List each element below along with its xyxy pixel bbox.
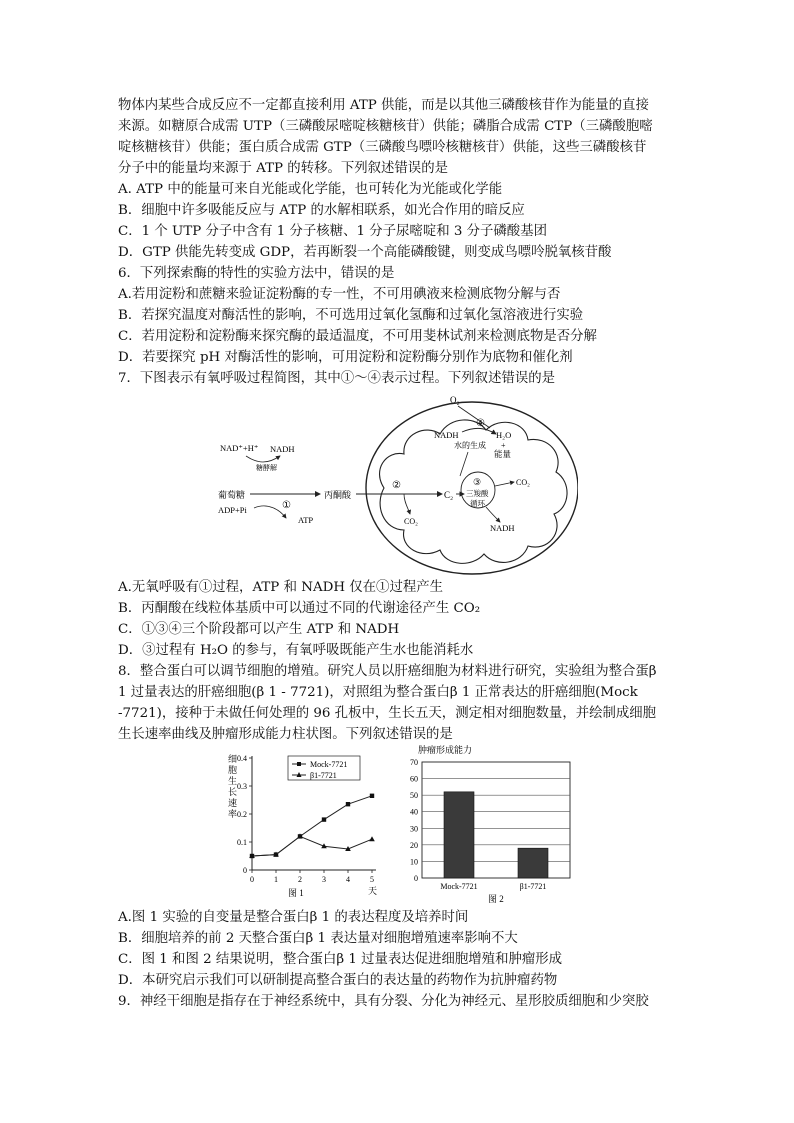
nadh-bottom-arrow	[486, 507, 500, 522]
question-6-option-d: D．若要探究 pH 对酶活性的影响，可用淀粉和淀粉酶分别作为底物和催化剂	[118, 350, 573, 365]
figure-2-y-tick-label: 40	[410, 807, 418, 817]
co2-b-arrow	[495, 482, 514, 486]
step-3-label: ③	[473, 477, 482, 487]
question-7-option-d: D．③过程有 H₂O 的参与，有氧呼吸既能产生水也能消耗水	[118, 643, 474, 658]
figure-1-ylabel-char: 率	[228, 809, 238, 819]
figure-1-series	[249, 794, 375, 859]
figure-2-ticks	[410, 758, 418, 883]
question-7-option-c: C．①③④三个阶段都可以产生 ATP 和 NADH	[118, 622, 400, 637]
figure-2-svg	[400, 744, 576, 906]
figure-2-y-tick-label: 50	[410, 791, 418, 801]
figure-1-x-tick-label: 4	[346, 875, 350, 884]
nad-reduction-arrow	[246, 456, 280, 462]
figure-1-legend	[288, 756, 360, 780]
tca-label-2: 循环	[470, 499, 485, 508]
co2-a-arrow	[404, 494, 410, 514]
o2-arrow	[458, 406, 490, 428]
nadh-left-label: NADH	[270, 444, 295, 454]
figure-1-point-square	[322, 817, 326, 821]
figure-1-legend-marker	[297, 762, 301, 766]
plus-label: +	[501, 441, 506, 450]
respiration-diagram-svg	[214, 390, 578, 575]
question-5-stem-line: 来源。如糖原合成需 UTP（三磷酸尿嘧啶核糖核苷）供能；磷脂合成需 CTP（三磷酸胞嘧	[118, 119, 653, 134]
figure-1-y-tick-label: 0.2	[237, 810, 247, 819]
figure-1-point-triangle	[369, 836, 375, 841]
figure-1-ylabel-char: 速	[228, 798, 238, 808]
question-8-option-b: B．细胞培养的前 2 天整合蛋白β 1 表达量对细胞增殖速率影响不大	[118, 931, 518, 946]
figure-1-series-line	[252, 836, 372, 856]
aerobic-respiration-diagram	[214, 390, 578, 575]
question-8-option-a: A.图 1 实验的自变量是整合蛋白β 1 的表达程度及培养时间	[118, 910, 469, 925]
question-6-option-b: B．若探究温度对酶活性的影响，不可选用过氧化氢酶和过氧化氢溶液进行实验	[118, 308, 584, 323]
figure-1-y-tick-label: 0.3	[237, 782, 247, 791]
figure-2-y-tick-label: 0	[414, 874, 418, 883]
c2-label: C₂	[444, 490, 454, 500]
energy-label: 能量	[494, 449, 512, 459]
step-4-arrow	[462, 428, 496, 434]
question-5-stem-line: 分子中的能量均来源于 ATP 的转移。下列叙述错误的是	[118, 161, 448, 176]
water-generation-label: 水的生成	[454, 441, 486, 450]
question-7-option-a: A.无氧呼吸有①过程，ATP 和 NADH 仅在①过程产生	[118, 580, 444, 595]
question-6-option-c: C．若用淀粉和淀粉酶来探究酶的最适温度，不可用斐林试剂来检测底物是否分解	[118, 329, 597, 344]
question-8-stem-line: -7721)，接种于未做任何处理的 96 孔板中，生长五天，测定相对细胞数量，并绘制成细胞	[118, 706, 657, 721]
figure-1-ylabel-char: 胞	[228, 765, 238, 775]
figure-1-x-tick-label: 2	[298, 875, 302, 884]
question-8-stem-line: 8．整合蛋白可以调节细胞的增殖。研究人员以肝癌细胞为材料进行研究，实验组为整合蛋β	[118, 664, 657, 679]
tca-label-1: 三羧酸	[466, 489, 489, 498]
nadh-top-label: NADH	[434, 430, 459, 440]
figure-2-caption: 图 2	[488, 894, 504, 904]
question-8-option-c: C．图 1 和图 2 结果说明，整合蛋白β 1 过量表达促进细胞增殖和肿瘤形成	[118, 952, 563, 967]
figure-1-ylabel-char: 生	[228, 776, 238, 786]
figure-1-line-chart	[222, 748, 386, 904]
figure-2-category-label: β1-7721	[519, 882, 547, 891]
figure-1-x-tick-label: 1	[274, 875, 278, 884]
figure-2-bar	[518, 848, 548, 878]
question-5-option-a: A. ATP 中的能量可来自光能或化学能，也可转化为光能或化学能	[118, 182, 503, 197]
figure-2-y-tick-label: 10	[410, 857, 418, 867]
nad-h-label: NAD⁺+H⁺	[220, 443, 259, 453]
step-2-label: ②	[392, 480, 401, 491]
figure-1-y-tick-label: 0.1	[237, 838, 247, 847]
pyruvate-label: 丙酮酸	[324, 490, 352, 500]
nadh-bottom-label: NADH	[490, 523, 515, 533]
figure-2-y-tick-label: 30	[410, 824, 418, 834]
figure-1-ylabel-char: 细	[228, 754, 238, 764]
question-5-stem-line: 啶核糖核苷）供能；蛋白质合成需 GTP（三磷酸鸟嘌呤核糖核苷）供能，这些三磷酸核苷	[118, 140, 647, 155]
figure-2-bar-chart	[400, 744, 576, 906]
figure-2-y-tick-label: 70	[410, 758, 418, 767]
question-5-option-b: B．细胞中许多吸能反应与 ATP 的水解相联系，如光合作用的暗反应	[118, 203, 525, 218]
adp-pi-label: ADP+Pi	[218, 505, 247, 515]
question-7-stem: 7．下图表示有氧呼吸过程简图，其中①～④表示过程。下列叙述错误的是	[118, 371, 556, 386]
figure-1-x-tick-label: 5	[370, 875, 374, 884]
question-8-stem-line: 生长速率曲线及肿瘤形成能力柱状图。下列叙述错误的是	[118, 727, 453, 742]
o2-label: O₂	[450, 395, 460, 405]
figure-1-svg	[222, 748, 386, 904]
figure-2-y-tick-label: 20	[410, 840, 418, 850]
question-9-stem: 9．神经干细胞是指存在于神经系统中，具有分裂、分化为神经元、星形胶质细胞和少突胶	[118, 994, 649, 1009]
figure-2-category-label: Mock-7721	[440, 882, 478, 891]
question-7-option-b: B．丙酮酸在线粒体基质中可以通过不同的代谢途径产生 CO₂	[118, 601, 481, 616]
co2-a-label: CO₂	[404, 517, 418, 526]
figure-2-bars	[444, 792, 548, 878]
step-4-label: ④	[476, 418, 485, 429]
figure-1-xlabel: 天	[368, 886, 378, 896]
nadh-to-water-line	[460, 452, 468, 476]
question-5-stem-line: 物体内某些合成反应不一定都直接利用 ATP 供能，而是以其他三磷酸核苷作为能量的直接	[118, 98, 649, 113]
figure-1-x-tick-label: 0	[250, 875, 254, 884]
glycolysis-label: 糖酵解	[256, 464, 277, 472]
question-8-stem-line: 1 过量表达的肝癌细胞(β 1 - 7721)，对照组为整合蛋白β 1 正常表达的肝癌细胞(Mock	[118, 685, 638, 700]
step-1-label: ①	[282, 500, 291, 511]
figure-2-bar	[444, 792, 474, 878]
figure-2-title: 肿瘤形成能力	[418, 745, 473, 755]
figure-2-y-tick-label: 60	[410, 774, 418, 784]
question-6-option-a: A.若用淀粉和蔗糖来验证淀粉酶的专一性，不可用碘液来检测底物分解与否	[118, 287, 561, 302]
question-5-option-d: D．GTP 供能先转变成 GDP，若再断裂一个高能磷酸键，则变成鸟嘌呤脱氧核苷酸	[118, 245, 612, 260]
figure-1-y-tick-label: 0.4	[237, 754, 247, 763]
figure-1-caption: 图 1	[288, 888, 304, 898]
figure-1-point-square	[370, 794, 374, 798]
figure-1-ylabel	[228, 754, 237, 819]
figure-1-ylabel-char: 长	[228, 787, 238, 797]
figure-1-x-tick-label: 3	[322, 875, 326, 884]
question-6-stem: 6．下列探索酶的特性的实验方法中，错误的是	[118, 266, 395, 281]
h2o-label: H₂O	[496, 430, 512, 440]
atp-label: ATP	[298, 515, 314, 525]
figure-1-point-square	[346, 802, 350, 806]
figure-1-legend-label: β1-7721	[310, 771, 337, 780]
figure-1-legend-label: Mock-7721	[310, 760, 348, 769]
co2-b-label: CO₂	[516, 478, 530, 487]
figure-2-categories	[440, 882, 546, 891]
question-8-option-d: D．本研究启示我们可以研制提高整合蛋白的表达量的药物作为抗肿瘤药物	[118, 973, 558, 988]
question-5-option-c: C．1 个 UTP 分子中含有 1 分子核糖、1 分子尿嘧啶和 3 分子磷酸基团	[118, 224, 547, 239]
figure-1-y-tick-label: 0	[243, 866, 247, 875]
glucose-label: 葡萄糖	[218, 490, 246, 500]
